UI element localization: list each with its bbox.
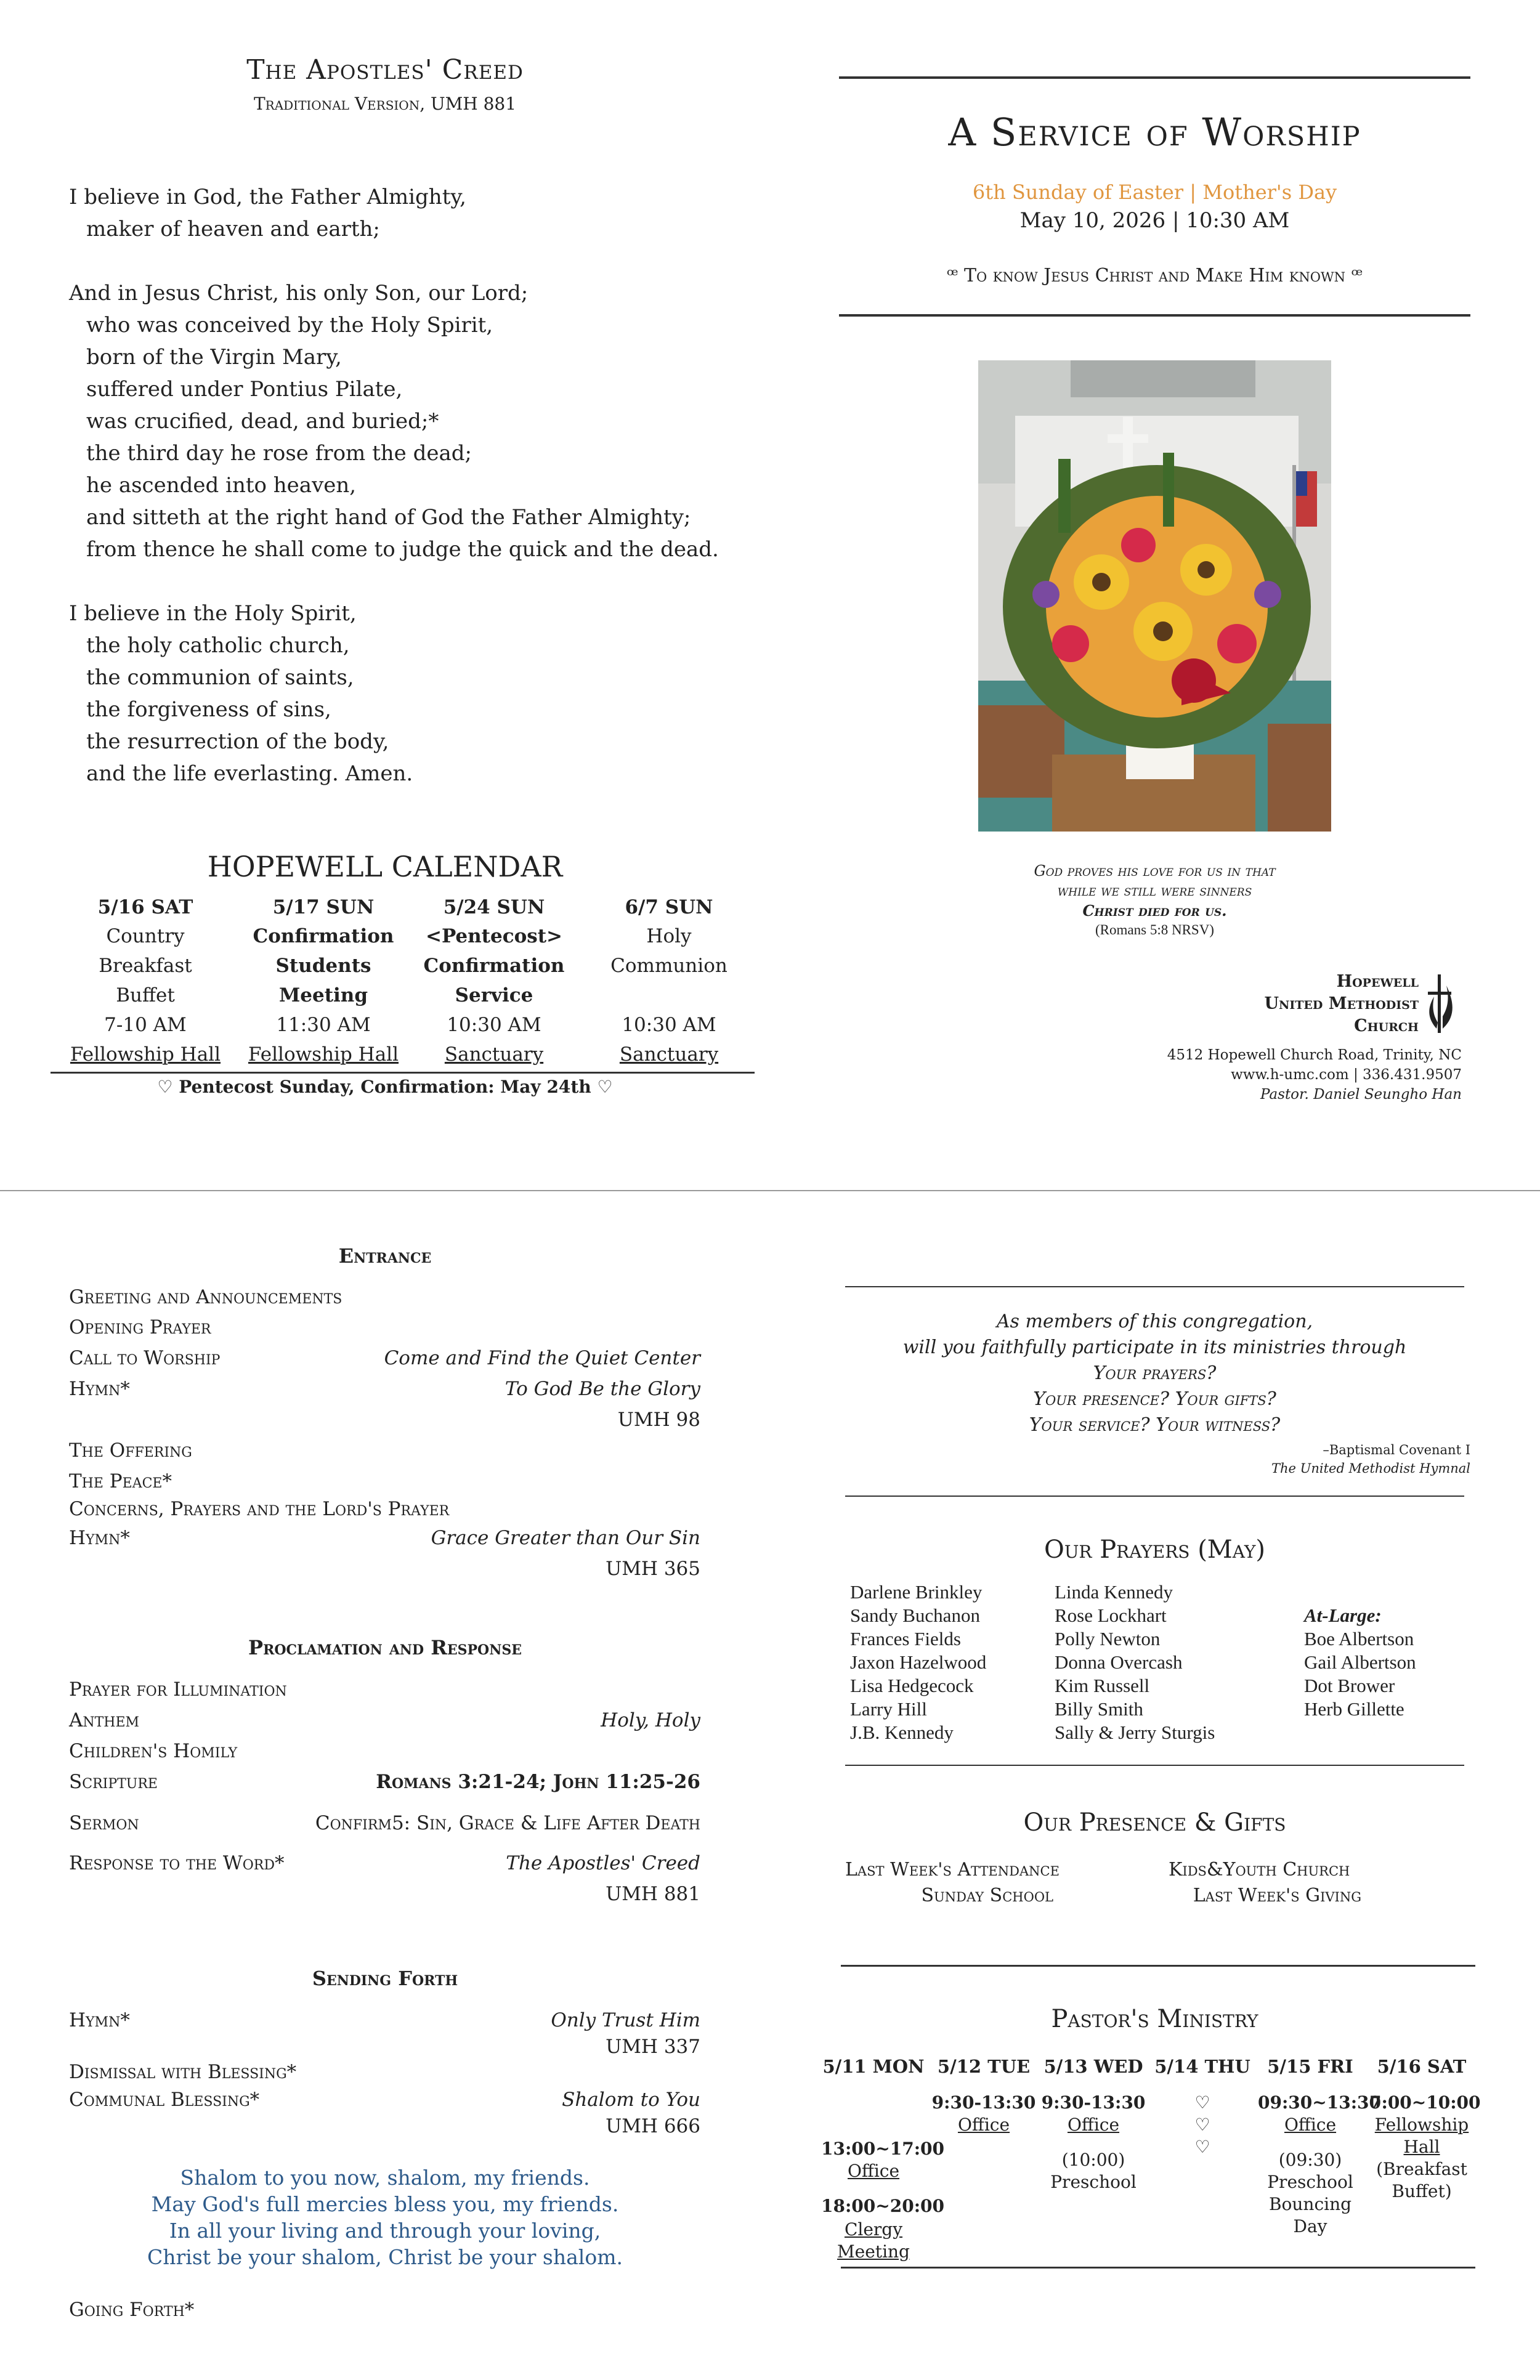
ministry-event: Bouncing — [1268, 2194, 1352, 2214]
ministry-time: 7:00~10:00 — [1369, 2092, 1481, 2113]
ministry-time: 18:00~20:00 — [821, 2196, 944, 2216]
ministry-place-link[interactable]: Office — [1284, 2115, 1337, 2135]
shalom-lyric: In all your living and through your loving, — [169, 2219, 601, 2243]
creed-subtitle: Traditional Version, UMH 881 — [253, 94, 517, 114]
order-item: Response to the Word* — [69, 1852, 285, 1874]
calendar-divider — [51, 1072, 755, 1074]
calendar-event: Breakfast — [99, 955, 192, 977]
creed-line: and the life everlasting. Amen. — [86, 761, 413, 786]
cover-title: A Service of Worship — [948, 110, 1361, 155]
calendar-event: Communion — [610, 955, 727, 977]
scripture-verse: while we still were sinners — [1057, 882, 1252, 899]
ministry-place-link[interactable]: Office — [1067, 2115, 1120, 2135]
prayer-name: Linda Kennedy — [1055, 1581, 1173, 1603]
presence-title: Our Presence & Gifts — [1023, 1808, 1286, 1837]
calendar-event: <Pentecost> — [425, 925, 563, 947]
order-item: Concerns, Prayers and the Lord's Prayer — [69, 1498, 450, 1520]
ministry-day: 5/12 TUE — [937, 2056, 1031, 2077]
order-detail: Grace Greater than Our Sin — [431, 1527, 700, 1549]
cover-subtitle: 6th Sunday of Easter | Mother's Day — [972, 180, 1337, 204]
pastor-name: Pastor. Daniel Seungho Han — [1260, 1087, 1462, 1103]
ministry-event: (Breakfast — [1376, 2159, 1467, 2179]
prayer-name: Rose Lockhart — [1055, 1605, 1167, 1626]
kids-youth-label: Kids&Youth Church — [1169, 1859, 1350, 1880]
order-detail: To God Be the Glory — [505, 1378, 700, 1400]
ministry-title: Pastor's Ministry — [1051, 2005, 1258, 2033]
heart-icon: ♡ — [1194, 2137, 1210, 2157]
prayer-at-large-label: At-Large: — [1304, 1605, 1382, 1626]
covenant-rule-top — [845, 1286, 1464, 1287]
ministry-place-link[interactable]: Office — [847, 2161, 900, 2181]
ministry-event: Day — [1293, 2216, 1327, 2236]
creed-line: the resurrection of the body, — [86, 729, 389, 754]
order-item: Hymn* — [69, 2009, 130, 2031]
ministry-time: (09:30) — [1278, 2150, 1342, 2170]
cross-and-flame-logo-icon — [1424, 973, 1459, 1035]
altar-flowers-image — [978, 360, 1331, 832]
calendar-title: HOPEWELL CALENDAR — [207, 850, 563, 883]
calendar-date: 6/7 SUN — [625, 896, 713, 918]
calendar-event: Meeting — [278, 984, 368, 1006]
prayer-name: Gail Albertson — [1304, 1651, 1416, 1673]
order-item: Opening Prayer — [69, 1316, 211, 1338]
ministry-time: 9:30-13:30 — [1041, 2092, 1146, 2113]
prayers-rule — [845, 1765, 1464, 1766]
prayer-name: Darlene Brinkley — [850, 1581, 983, 1603]
calendar-event: Confirmation — [423, 955, 565, 977]
creed-line: the third day he rose from the dead; — [86, 441, 472, 466]
calendar-place-link[interactable]: Sanctuary — [619, 1043, 719, 1066]
ministry-event: Preschool — [1267, 2172, 1353, 2192]
order-item: Children's Homily — [69, 1740, 238, 1762]
prayer-name: Dot Brower — [1304, 1675, 1395, 1696]
ministry-time: (10:00) — [1061, 2150, 1125, 2170]
prayer-name: Lisa Hedgecock — [850, 1675, 974, 1696]
order-detail: The Apostles' Creed — [506, 1852, 700, 1874]
order-item: Dismissal with Blessing* — [69, 2061, 297, 2083]
order-detail: Come and Find the Quiet Center — [384, 1347, 700, 1369]
creed-line: the holy catholic church, — [86, 633, 350, 658]
calendar-place-link[interactable]: Fellowship Hall — [248, 1043, 399, 1066]
heart-icon: ♡ — [1194, 2092, 1210, 2113]
church-address: 4512 Hopewell Church Road, Trinity, NC — [1167, 1047, 1462, 1063]
section-heading-entrance: Entrance — [338, 1244, 432, 1268]
order-item: Hymn* — [69, 1527, 130, 1549]
order-item: Communal Blessing* — [69, 2089, 260, 2111]
order-detail: Shalom to You — [562, 2089, 700, 2111]
calendar-event: Country — [106, 925, 185, 947]
order-item: Prayer for Illumination — [69, 1678, 287, 1701]
calendar-place-link[interactable]: Sanctuary — [444, 1043, 544, 1066]
ministry-event: Buffet) — [1392, 2181, 1452, 2201]
page-fold-divider — [0, 1190, 1540, 1191]
covenant-source: The United Methodist Hymnal — [1271, 1461, 1470, 1476]
calendar-time: 11:30 AM — [276, 1014, 371, 1036]
ministry-place-link[interactable]: Meeting — [837, 2241, 910, 2262]
calendar-event: Holy — [646, 925, 692, 947]
calendar-time: 10:30 AM — [447, 1014, 541, 1036]
creed-line: who was conceived by the Holy Spirit, — [86, 313, 493, 338]
covenant-question: Your prayers? — [1093, 1362, 1217, 1384]
calendar-event: Confirmation — [253, 925, 394, 947]
prayer-name: Billy Smith — [1055, 1698, 1143, 1720]
order-item: The Peace* — [69, 1470, 172, 1492]
heart-icon: ♡ — [1194, 2115, 1210, 2135]
church-contact: www.h-umc.com | 336.431.9507 — [1231, 1067, 1462, 1083]
prayer-name: Kim Russell — [1055, 1675, 1150, 1696]
giving-label: Last Week's Giving — [1193, 1885, 1361, 1906]
prayer-name: Donna Overcash — [1055, 1651, 1183, 1673]
covenant-rule-bottom — [845, 1496, 1464, 1497]
order-detail: Only Trust Him — [551, 2009, 700, 2031]
order-item: Anthem — [69, 1709, 140, 1731]
ministry-place-link[interactable]: Hall — [1403, 2137, 1440, 2157]
order-item: Call to Worship — [69, 1347, 221, 1369]
ministry-rule-top — [841, 1965, 1475, 1967]
ministry-day: 5/14 THU — [1154, 2056, 1250, 2077]
calendar-time: 10:30 AM — [622, 1014, 716, 1036]
calendar-event: Service — [455, 984, 533, 1006]
order-item: The Offering — [69, 1439, 192, 1462]
calendar-place-link[interactable]: Fellowship Hall — [70, 1043, 221, 1066]
cover-date: May 10, 2026 | 10:30 AM — [1019, 208, 1290, 233]
cover-motto: ꟹ To know Jesus Christ and Make Him known ꟹ — [946, 265, 1363, 286]
order-item: Going Forth* — [69, 2299, 195, 2321]
ministry-event: Preschool — [1050, 2172, 1137, 2192]
prayer-name: Frances Fields — [850, 1628, 961, 1649]
ministry-day: 5/11 MON — [822, 2056, 925, 2077]
creed-line: I believe in God, the Father Almighty, — [69, 185, 466, 209]
hymn-number: UMH 337 — [606, 2036, 700, 2058]
shalom-lyric: May God's full mercies bless you, my friends. — [151, 2192, 619, 2216]
attendance-label: Last Week's Attendance — [845, 1859, 1060, 1880]
order-item: Greeting and Announcements — [69, 1286, 342, 1308]
calendar-time: 7-10 AM — [104, 1014, 187, 1036]
prayer-name: Sally & Jerry Sturgis — [1055, 1722, 1215, 1743]
prayer-name: Polly Newton — [1055, 1628, 1161, 1649]
ministry-time: 9:30-13:30 — [931, 2092, 1036, 2113]
church-name: Church — [1354, 1016, 1419, 1035]
section-heading-proclamation: Proclamation and Response — [248, 1636, 522, 1659]
sermon-title: Confirm5: Sin, Grace & Life After Death — [315, 1812, 700, 1834]
covenant-question: Your presence? Your gifts? — [1033, 1388, 1276, 1410]
calendar-event: Students — [275, 955, 371, 977]
prayer-name: Boe Albertson — [1304, 1628, 1414, 1649]
creed-line: from thence he shall come to judge the quick and the dead. — [86, 537, 719, 562]
section-heading-sending: Sending Forth — [312, 1967, 458, 1990]
order-detail: Romans 3:21-24; John 11:25-26 — [376, 1771, 700, 1793]
calendar-footer: ♡ Pentecost Sunday, Confirmation: May 24th ♡ — [157, 1077, 613, 1097]
order-item: Scripture — [69, 1771, 158, 1793]
shalom-lyric: Christ be your shalom, Christ be your shalom. — [147, 2245, 623, 2269]
hymn-number: UMH 365 — [606, 1558, 700, 1580]
prayer-name: J.B. Kennedy — [850, 1722, 954, 1743]
scripture-verse: Christ died for us. — [1082, 902, 1227, 920]
covenant-question: Your service? Your witness? — [1029, 1414, 1281, 1436]
prayers-title: Our Prayers (May) — [1044, 1536, 1265, 1564]
order-item: Hymn* — [69, 1378, 130, 1400]
ministry-place-link[interactable]: Clergy — [844, 2219, 903, 2240]
ministry-day: 5/15 FRI — [1267, 2056, 1353, 2077]
creed-line: he ascended into heaven, — [86, 473, 357, 498]
hymn-number: UMH 98 — [617, 1409, 700, 1431]
prayer-name: Larry Hill — [850, 1698, 927, 1720]
ministry-place-link[interactable]: Fellowship — [1374, 2115, 1469, 2135]
calendar-date: 5/17 SUN — [272, 896, 375, 918]
scripture-verse: God proves his love for us in that — [1034, 862, 1276, 880]
creed-line: was crucified, dead, and buried;* — [86, 409, 439, 434]
creed-line: And in Jesus Christ, his only Son, our Lord; — [69, 281, 529, 306]
cover-rule-top — [839, 76, 1470, 79]
creed-title: The Apostles' Creed — [246, 54, 524, 86]
covenant-source: –Baptismal Covenant I — [1323, 1443, 1470, 1457]
creed-line: suffered under Pontius Pilate, — [86, 377, 403, 402]
ministry-place-link[interactable]: Office — [957, 2115, 1010, 2135]
ministry-rule-bottom — [841, 2267, 1475, 2269]
order-item: Sermon — [69, 1812, 139, 1834]
ministry-day: 5/16 SAT — [1377, 2056, 1467, 2077]
order-detail: Holy, Holy — [601, 1709, 700, 1731]
hymn-number: UMH 881 — [606, 1883, 700, 1905]
ministry-day: 5/13 WED — [1044, 2056, 1143, 2077]
creed-line: I believe in the Holy Spirit, — [69, 601, 357, 626]
calendar-event: Buffet — [116, 984, 175, 1006]
sunday-school-label: Sunday School — [921, 1885, 1053, 1906]
shalom-lyric: Shalom to you now, shalom, my friends. — [180, 2166, 590, 2190]
hymn-number: UMH 666 — [606, 2115, 700, 2137]
prayer-name: Jaxon Hazelwood — [850, 1651, 987, 1673]
prayer-name: Sandy Buchanon — [850, 1605, 980, 1626]
scripture-reference: (Romans 5:8 NRSV) — [1095, 922, 1214, 937]
covenant-question: As members of this congregation, — [996, 1311, 1313, 1332]
ministry-time: 13:00~17:00 — [821, 2139, 944, 2159]
calendar-date: 5/24 SUN — [443, 896, 545, 918]
creed-line: maker of heaven and earth; — [86, 217, 380, 241]
church-name: Hopewell — [1336, 972, 1419, 991]
church-name: United Methodist — [1264, 994, 1419, 1013]
ministry-time: 09:30~13:30 — [1258, 2092, 1381, 2113]
calendar-date: 5/16 SAT — [97, 896, 193, 918]
prayer-name: Herb Gillette — [1304, 1698, 1404, 1720]
cover-rule-bottom — [839, 314, 1470, 317]
altar-flowers-photo — [978, 360, 1331, 832]
creed-line: born of the Virgin Mary, — [86, 345, 342, 370]
creed-line: and sitteth at the right hand of God the Father Almighty; — [86, 505, 691, 530]
covenant-question: will you faithfully participate in its ministries through — [902, 1337, 1407, 1358]
creed-line: the communion of saints, — [86, 665, 354, 690]
creed-line: the forgiveness of sins, — [86, 697, 331, 722]
